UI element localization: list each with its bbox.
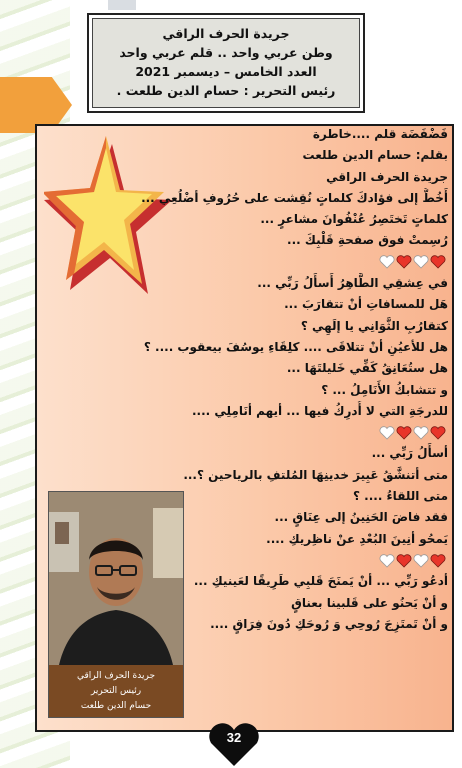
- photo-caption: [49, 665, 183, 717]
- portrait-illustration: [49, 492, 183, 665]
- page-heart-icon: [207, 722, 261, 768]
- header-slogan: وطن عربي واحد .. قلم عربي واحد: [119, 45, 333, 60]
- article-line: و أنْ يَحنُو على قَلبينا بعناقٍ: [291, 595, 448, 610]
- heart-divider: [118, 422, 448, 443]
- red-heart-icon: [396, 426, 412, 440]
- article-line: كلماتٍ تَختَصِرُ عُنْفُوانَ مشاعرٍ ...: [260, 212, 448, 227]
- article-line: للدرجَةِ التي لا أُدرِكُ فيها ... أيهم أنَامِلِي ....: [191, 403, 448, 418]
- article-line: في عِشقِي الطَّاهِرُ أَسأَلُ رَبِّي ...: [257, 276, 448, 291]
- article-line: و تتشابكُ الأَنَامِلُ ... ؟: [321, 382, 448, 397]
- article-line: متى اللقاءُ .... ؟: [353, 489, 448, 504]
- article-line: متى أتنشَّقُ عَبِيرَ خدينِهَا المُلتفِ بالرياحين ؟...: [183, 467, 448, 482]
- red-heart-icon: [430, 255, 446, 269]
- photo-caption-line: حسام الدين طلعت: [80, 701, 152, 711]
- red-heart-icon: [430, 426, 446, 440]
- article-line: رُسِمتْ فوق صفحةِ قَلْبِكَ ...: [287, 233, 448, 248]
- article-line: يَمحُو أنِينَ البُعْدِ عنْ ناظِريكِ ....: [266, 531, 448, 546]
- header-issue: العدد الخامس – ديسمبر 2021: [135, 64, 317, 79]
- white-heart-icon: [413, 554, 429, 568]
- red-heart-icon: [430, 554, 446, 568]
- white-heart-icon: [413, 255, 429, 269]
- photo-caption-line: جريدة الحرف الراقي: [76, 671, 156, 681]
- page-number: 32: [226, 730, 242, 745]
- red-heart-icon: [396, 554, 412, 568]
- newspaper-header: [87, 13, 365, 113]
- article-line: أَخُطُّ إلى فؤادكَ كلماتٍ نُقِشت على حُرُوفِ أضْلُعِي ...: [141, 190, 448, 205]
- decorative-square: [108, 0, 136, 10]
- header-inner: [92, 18, 360, 108]
- white-heart-icon: [379, 255, 395, 269]
- article-line: أسأَلُ رَبِّي ...: [371, 446, 448, 461]
- article-line: جريدة الحرف الراقي: [326, 169, 448, 184]
- article-line: أدعُو رَبِّي ... أنْ يَمنَحَ قَلبِي طَرِيقًا لعَينيكِ ...: [193, 574, 448, 589]
- header-title: جريدة الحرف الراقي: [162, 26, 290, 41]
- article-line: و أنْ تَمتَزِجَ رُوحِي وَ رُوحَكِ دُونَ فِرَاقٍ ....: [210, 616, 448, 631]
- white-heart-icon: [379, 426, 395, 440]
- article-line: كتقارُبِ الثَّوَانِي يا إلَهِي ؟: [300, 318, 448, 333]
- author-photo: [48, 491, 184, 718]
- photo-caption-line: رئيس التحرير: [90, 686, 142, 696]
- white-heart-icon: [413, 426, 429, 440]
- article-line: فَضْفَضَة قلم ....خاطرة: [312, 127, 448, 141]
- article-line: فقد فاضَ الحَنِينُ إلى عِنَاقٍ ...: [274, 510, 448, 525]
- article-line: هَل للمسافاتِ أنْ تتقارَبَ ...: [284, 297, 448, 312]
- header-editor: رئيس التحرير : حسام الدين طلعت .: [116, 83, 336, 98]
- article-line: هل للأعيُنِ أنْ تتلاقَى .... كلِقَاءِ يوسُفَ بيعقوب .... ؟: [143, 339, 448, 354]
- red-heart-icon: [396, 255, 412, 269]
- heart-divider: [118, 252, 448, 273]
- white-heart-icon: [379, 554, 395, 568]
- article-line: هل ستُعَانِقُ كَفِّي خَليلتَهَا ...: [286, 361, 448, 376]
- article-line: بقلم: حسام الدين طلعت: [302, 148, 448, 163]
